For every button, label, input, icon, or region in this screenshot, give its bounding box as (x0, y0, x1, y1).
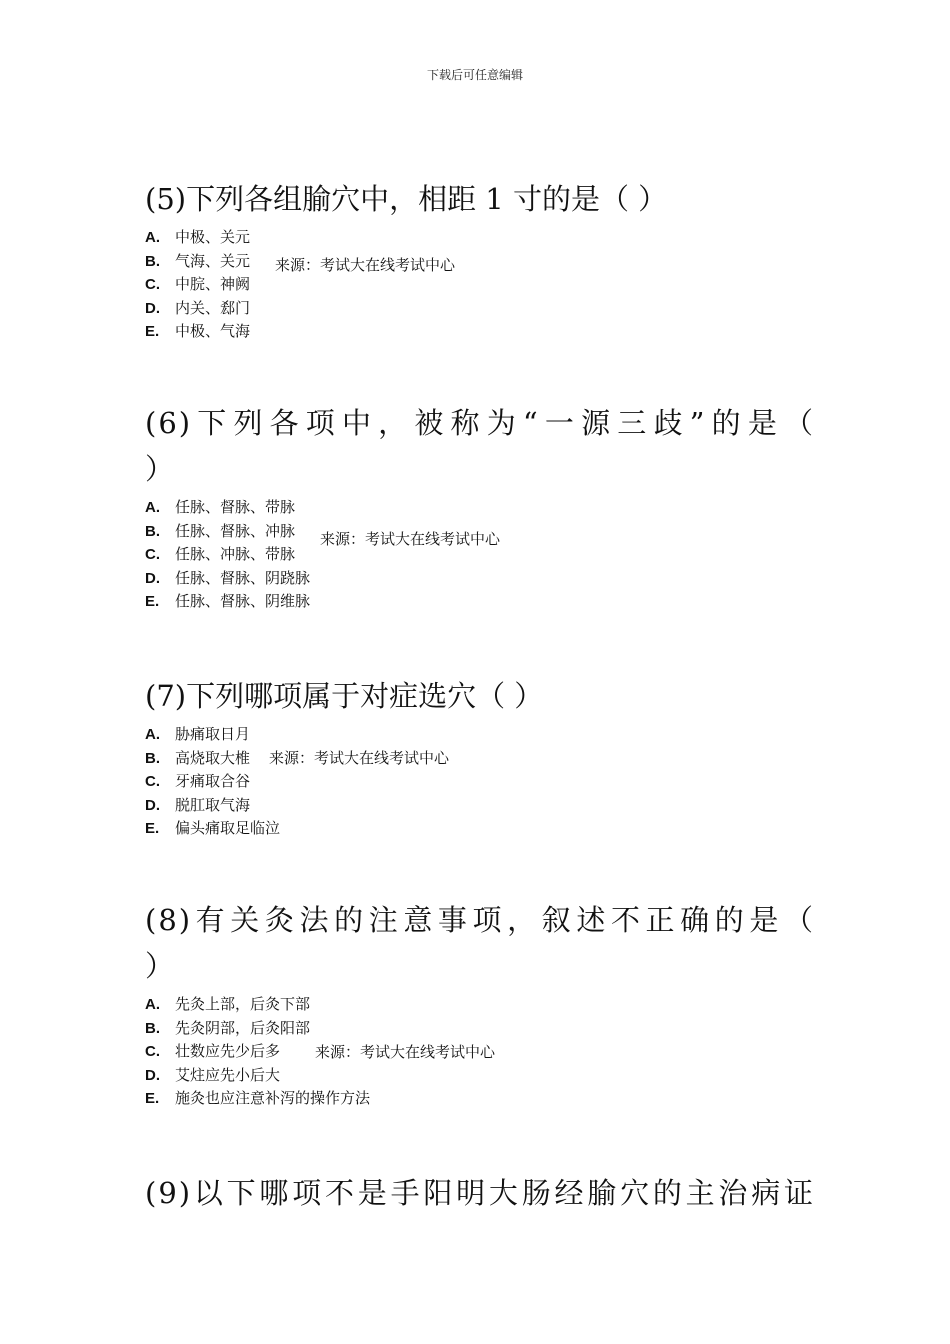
option-a (145, 496, 815, 520)
options-list (145, 496, 815, 614)
option-text: 任脉、督脉、带脉 (175, 498, 296, 516)
question-7 (145, 673, 815, 841)
question-title: (9)以下哪项不是手阳明大肠经腧穴的主治病证 (145, 1176, 815, 1210)
options-list (145, 226, 815, 344)
option-text: 牙痛取合谷 (175, 772, 251, 790)
source-note: 来源：考试大在线考试中心 (269, 749, 450, 767)
option-text: 任脉、冲脉、带脉 (175, 545, 296, 563)
option-text: 任脉、督脉、阴跷脉 (175, 568, 311, 587)
option-letter: A. (145, 229, 160, 246)
option-c (145, 770, 815, 794)
question-9 (145, 1170, 815, 1216)
option-text: 脱肛取气海 (175, 795, 251, 814)
option-letter: D. (145, 569, 160, 587)
option-text: 中极、气海 (175, 322, 251, 340)
option-text: 中脘、神阙 (175, 275, 251, 293)
option-d (145, 297, 815, 321)
question-title: (7)下列哪项属于对症选穴（ ） (145, 679, 544, 713)
option-letter: C. (145, 773, 160, 790)
option-letter: E. (145, 323, 160, 340)
option-letter: D. (145, 299, 160, 317)
option-letter: B. (145, 252, 160, 270)
source-note: 来源：考试大在线考试中心 (275, 256, 456, 274)
option-text: 内关、郄门 (175, 298, 251, 317)
options-list (145, 723, 815, 841)
question-6 (145, 400, 815, 614)
option-text: 艾炷应先小后大 (175, 1065, 281, 1084)
option-text: 任脉、督脉、阴维脉 (175, 592, 311, 610)
option-text: 壮数应先少后多 (175, 1042, 281, 1060)
option-letter: A. (145, 726, 160, 743)
source-note: 来源：考试大在线考试中心 (315, 1043, 496, 1061)
option-d (145, 567, 815, 591)
question-8 (145, 897, 815, 1111)
option-e (145, 1087, 815, 1111)
page-header: 下载后可任意编辑 (426, 68, 523, 82)
option-b (145, 250, 815, 274)
option-text: 气海、关元 (175, 251, 251, 270)
option-letter: A. (145, 996, 160, 1013)
option-a (145, 226, 815, 250)
option-d (145, 794, 815, 818)
option-e (145, 590, 815, 614)
option-e (145, 817, 815, 841)
option-text: 高烧取大椎 (175, 748, 251, 767)
option-letter: C. (145, 1043, 160, 1060)
option-text: 中极、关元 (175, 228, 251, 246)
option-letter: E. (145, 1090, 160, 1107)
option-a (145, 723, 815, 747)
option-letter: D. (145, 1066, 160, 1084)
option-e (145, 320, 815, 344)
option-letter: C. (145, 276, 160, 293)
option-text: 偏头痛取足临泣 (175, 819, 281, 837)
options-list (145, 993, 815, 1111)
option-a (145, 993, 815, 1017)
question-title-continued: ） (145, 452, 175, 486)
option-c (145, 273, 815, 297)
option-b (145, 1017, 815, 1041)
option-letter: B. (145, 749, 160, 767)
option-text: 胁痛取日月 (175, 725, 251, 743)
question-title: (5)下列各组腧穴中，相距 1 寸的是（ ） (145, 182, 668, 216)
option-text: 先灸阴部，后灸阳部 (175, 1018, 311, 1037)
option-letter: E. (145, 593, 160, 610)
question-5 (145, 176, 815, 344)
option-text: 任脉、督脉、冲脉 (175, 521, 296, 540)
option-text: 先灸上部，后灸下部 (175, 995, 311, 1013)
option-letter: B. (145, 522, 160, 540)
option-b (145, 747, 815, 771)
question-title: (8)有关灸法的注意事项，叙述不正确的是（ (145, 903, 815, 937)
option-text: 施灸也应注意补泻的操作方法 (175, 1089, 371, 1107)
option-letter: A. (145, 499, 160, 516)
option-letter: B. (145, 1019, 160, 1037)
question-title: (6)下列各项中，被称为“一源三歧”的是（ (145, 406, 815, 440)
source-note: 来源：考试大在线考试中心 (320, 530, 501, 548)
option-d (145, 1064, 815, 1088)
option-letter: D. (145, 796, 160, 814)
question-title-continued: ） (145, 949, 175, 983)
option-letter: C. (145, 546, 160, 563)
option-letter: E. (145, 820, 160, 837)
